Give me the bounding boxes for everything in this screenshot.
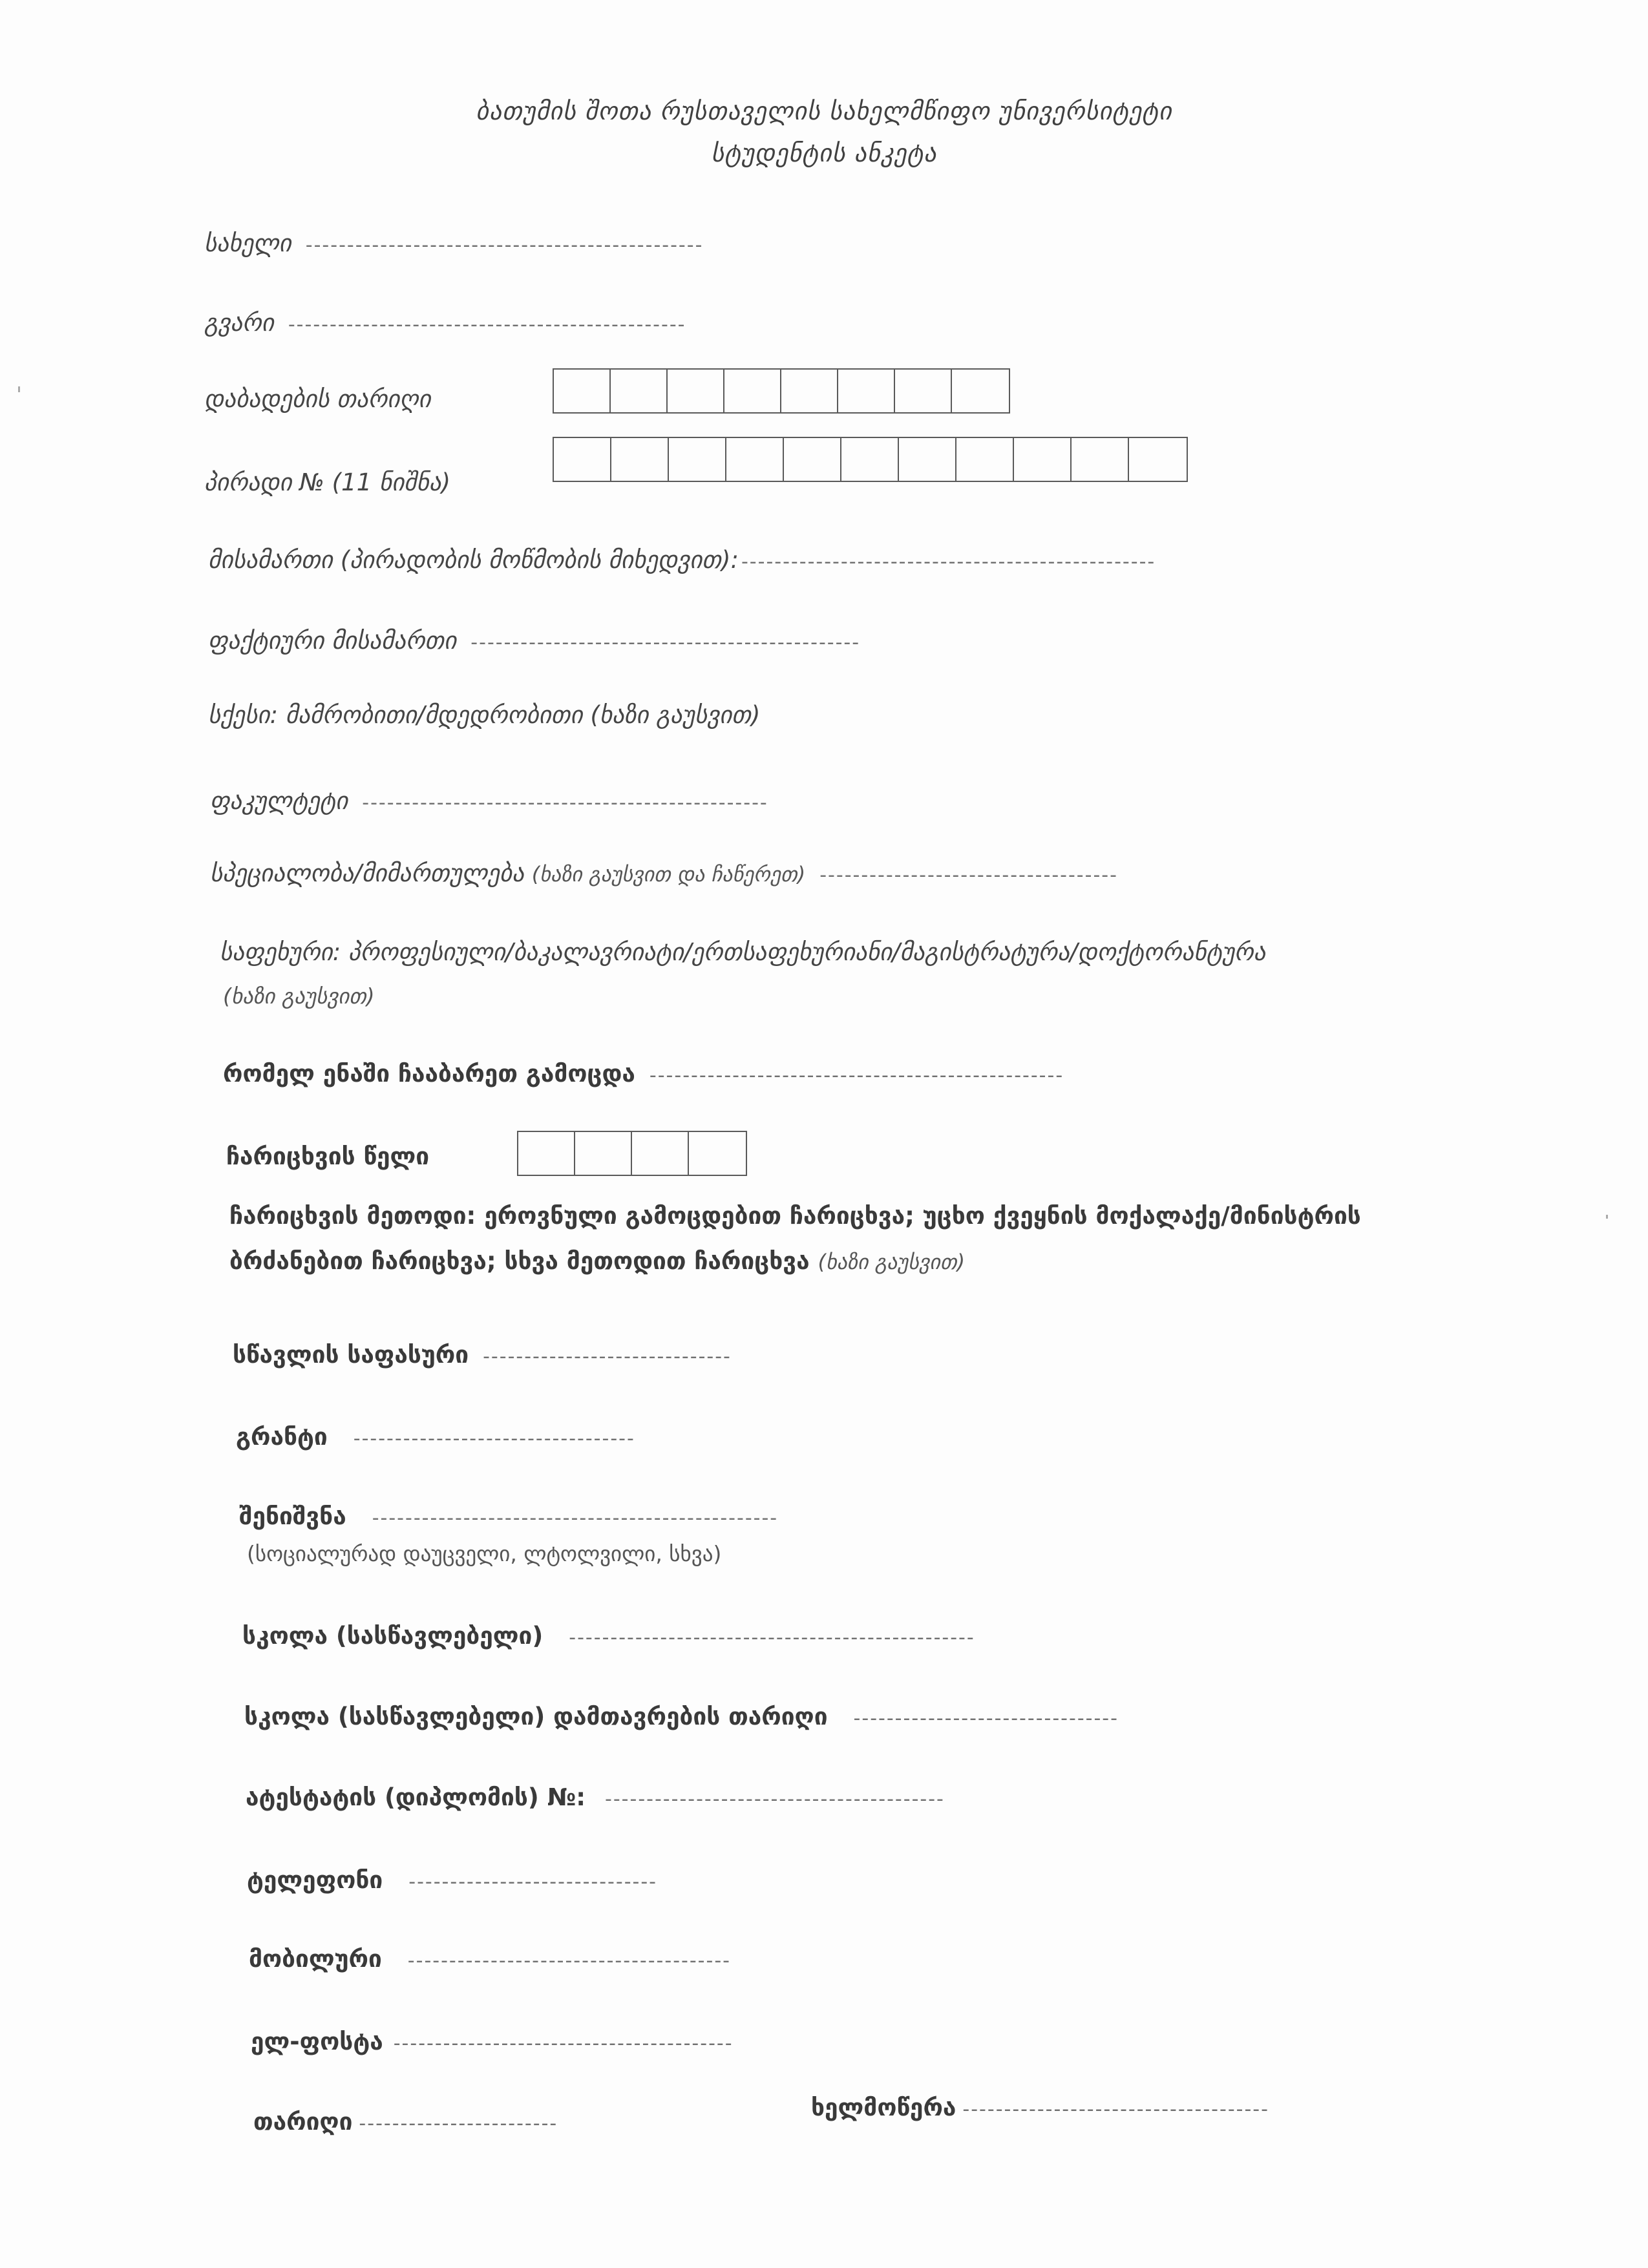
digit-box[interactable]: [781, 370, 838, 412]
enrollment-method-row: [229, 1202, 1361, 1230]
signature-field[interactable]: -------------------------------------: [962, 2098, 1269, 2121]
digit-box[interactable]: [554, 438, 611, 481]
tuition-field[interactable]: ------------------------------: [483, 1345, 732, 1368]
last-name-field[interactable]: ------------------------------------------------: [288, 313, 686, 336]
digit-box[interactable]: [668, 370, 724, 412]
tuition-row: [233, 1341, 732, 1369]
digit-box[interactable]: [726, 438, 784, 481]
digit-box[interactable]: [689, 1132, 746, 1175]
digit-box[interactable]: [554, 370, 611, 412]
enrollment-method-row-2: [229, 1247, 965, 1275]
digit-box[interactable]: [1014, 438, 1072, 481]
school-label: სკოლა (სასწავლებელი): [242, 1622, 544, 1650]
last-name-label: გვარი: [204, 309, 274, 337]
enrollment-year-boxes[interactable]: [517, 1131, 747, 1176]
phone-row: [247, 1866, 657, 1894]
digit-box[interactable]: [632, 1132, 689, 1175]
digit-box[interactable]: [952, 370, 1009, 412]
tuition-label: სწავლის საფასური: [233, 1341, 469, 1369]
actual-address-row: [208, 627, 860, 655]
digit-box[interactable]: [518, 1132, 575, 1175]
date-row: [253, 2108, 558, 2136]
digit-box[interactable]: [899, 438, 956, 481]
digit-box[interactable]: [611, 370, 668, 412]
school-graduation-row: [244, 1703, 1119, 1730]
date-label: თარიღი: [253, 2108, 353, 2136]
digit-box[interactable]: [1129, 438, 1187, 481]
form-title: სტუდენტის ანკეტა: [711, 139, 937, 167]
scan-speck: [1606, 1215, 1608, 1219]
school-graduation-field[interactable]: --------------------------------: [853, 1707, 1119, 1730]
exam-language-label: რომელ ენაში ჩააბარეთ გამოცდა: [223, 1060, 635, 1087]
phone-field[interactable]: ------------------------------: [408, 1871, 658, 1893]
exam-language-row: [223, 1060, 1064, 1087]
certificate-field[interactable]: -----------------------------------------: [605, 1788, 945, 1811]
grant-row: [236, 1423, 635, 1451]
gender-label[interactable]: სქესი: მამრობითი/მდედრობითი (ხაზი გაუსვით): [208, 701, 761, 729]
digit-box[interactable]: [784, 438, 841, 481]
remark-field[interactable]: -------------------------------------------------: [372, 1507, 779, 1529]
first-name-row: [204, 229, 703, 257]
digit-box[interactable]: [575, 1132, 632, 1175]
digit-box[interactable]: [1072, 438, 1129, 481]
remark-subline: (სოციალურად დაუცველი, ლტოლვილი, სხვა): [247, 1541, 722, 1566]
mobile-field[interactable]: ---------------------------------------: [407, 1949, 731, 1972]
specialty-field[interactable]: ------------------------------------: [819, 864, 1118, 887]
digit-box[interactable]: [669, 438, 726, 481]
faculty-field[interactable]: -------------------------------------------------: [362, 792, 768, 814]
scan-speck: [18, 386, 20, 392]
mobile-row: [249, 1945, 731, 1973]
certificate-label: ატესტატის (დიპლომის) №:: [246, 1783, 586, 1811]
address-label: მისამართი (პირადობის მოწმობის მიხედვით):: [208, 546, 739, 574]
remark-label: შენიშვნა: [239, 1502, 346, 1530]
school-field[interactable]: -------------------------------------------------: [569, 1626, 975, 1649]
grant-field[interactable]: ----------------------------------: [353, 1427, 635, 1450]
digit-box[interactable]: [611, 438, 669, 481]
birth-date-row: [204, 385, 431, 413]
gender-row: [208, 701, 760, 729]
enrollment-method-label-line1[interactable]: ჩარიცხვის მეთოდი: ეროვნული გამოცდებით ჩარიცხვა; უცხო ქვეყნის მოქალაქე/მინისტრის: [229, 1202, 1361, 1230]
school-row: [242, 1622, 975, 1650]
university-title: ბათუმის შოთა რუსთაველის სახელმწიფო უნივერსიტეტი: [476, 97, 1172, 125]
school-graduation-label: სკოლა (სასწავლებელი) დამთავრების თარიღი: [244, 1703, 828, 1730]
level-label[interactable]: საფეხური: პროფესიული/ბაკალავრიატი/ერთსაფეხურიანი/მაგისტრატურა/დოქტორანტურა: [220, 938, 1266, 966]
digit-box[interactable]: [841, 438, 899, 481]
specialty-row: [210, 859, 1118, 887]
exam-language-field[interactable]: --------------------------------------------------: [649, 1064, 1064, 1087]
mobile-label: მობილური: [249, 1945, 382, 1973]
birth-date-label: დაბადების თარიღი: [204, 385, 431, 413]
remark-row: [239, 1502, 778, 1530]
digit-box[interactable]: [956, 438, 1014, 481]
specialty-note: (ხაზი გაუსვით და ჩაწერეთ): [531, 862, 806, 887]
phone-label: ტელეფონი: [247, 1866, 383, 1894]
enrollment-year-row: [226, 1142, 429, 1170]
personal-id-boxes[interactable]: [553, 437, 1188, 482]
faculty-row: [210, 787, 768, 815]
address-row: [208, 546, 1156, 574]
certificate-row: [246, 1783, 945, 1811]
personal-id-row: [204, 468, 450, 496]
personal-id-label: პირადი № (11 ნიშნა): [204, 468, 451, 496]
first-name-field[interactable]: ------------------------------------------------: [305, 234, 704, 257]
enrollment-year-label: ჩარიცხვის წელი: [226, 1142, 430, 1170]
last-name-row: [204, 309, 686, 337]
email-label: ელ-ფოსტა: [251, 2028, 383, 2055]
email-row: [251, 2028, 734, 2055]
email-field[interactable]: -----------------------------------------: [393, 2032, 734, 2055]
actual-address-label: ფაქტიური მისამართი: [208, 627, 457, 655]
address-field[interactable]: --------------------------------------------------: [741, 551, 1156, 573]
faculty-label: ფაკულტეტი: [210, 787, 348, 815]
actual-address-field[interactable]: -----------------------------------------------: [470, 631, 861, 654]
level-note: (ხაზი გაუსვით): [223, 983, 375, 1009]
digit-box[interactable]: [838, 370, 895, 412]
birth-date-boxes[interactable]: [553, 368, 1010, 414]
signature-row: [811, 2094, 1269, 2121]
date-field[interactable]: ------------------------: [359, 2112, 558, 2135]
digit-box[interactable]: [895, 370, 952, 412]
first-name-label: სახელი: [204, 229, 291, 257]
digit-box[interactable]: [724, 370, 781, 412]
enrollment-method-note: (ხაზი გაუსვით): [818, 1250, 966, 1274]
enrollment-method-label-line2[interactable]: ბრძანებით ჩარიცხვა; სხვა მეთოდით ჩარიცხვა: [229, 1247, 810, 1275]
grant-label: გრანტი: [236, 1423, 328, 1451]
level-row: [220, 938, 1265, 966]
signature-label: ხელმოწერა: [811, 2094, 956, 2121]
specialty-label: სპეციალობა/მიმართულება: [210, 859, 524, 887]
